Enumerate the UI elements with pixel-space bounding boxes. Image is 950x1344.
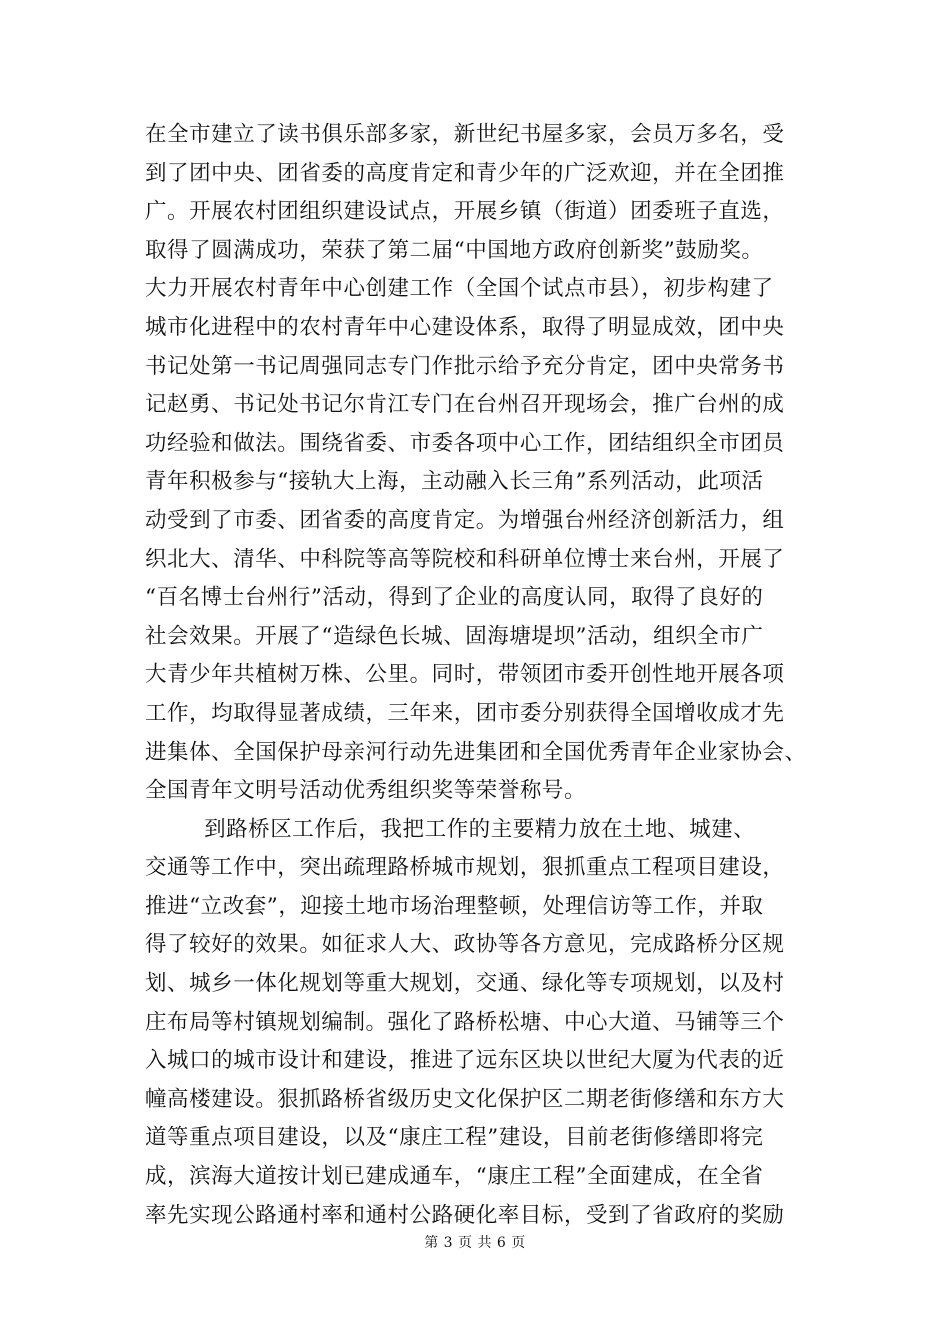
text-line: 入城口的城市设计和建设，推进了远东区块以世纪大厦为代表的近 (145, 1048, 785, 1074)
text-line: 得了较好的效果。如征求人大、政协等各方意见，完成路桥分区规 (145, 932, 785, 958)
text-line: 大青少年共植树万株、公里。同时，带领团市委开创性地开展各项 (145, 662, 785, 688)
page-footer (0, 1232, 950, 1252)
text-line: 功经验和做法。围绕省委、市委各项中心工作，团结组织全市团员 (145, 430, 785, 456)
text-line: 成，滨海大道按计划已建成通车，“康庄工程”全面建成，在全省 (145, 1164, 764, 1190)
text-line: 在全市建立了读书俱乐部多家，新世纪书屋多家，会员万多名，受 (145, 122, 785, 147)
text-line: 到路桥区工作后，我把工作的主要精力放在土地、城建、 (145, 816, 756, 842)
text-line: 交通等工作中，突出疏理路桥城市规划，狠抓重点工程项目建设， (145, 855, 785, 881)
text-line: 率先实现公路通村率和通村公路硬化率目标，受到了省政府的奖励 (145, 1202, 785, 1228)
text-line: 大力开展农村青年中心创建工作（全国个试点市县），初步构建了 (145, 276, 774, 302)
text-line: 推进“立改套”，迎接土地市场治理整顿，处理信访等工作，并取 (145, 893, 764, 919)
text-line: 道等重点项目建设，以及“康庄工程”建设，目前老街修缮即将完 (145, 1125, 764, 1151)
page-number-label: 第 3 页 共 6 页 (424, 1235, 526, 1251)
text-line: 动受到了市委、团省委的高度肯定。为增强台州经济创新活力，组 (145, 507, 785, 533)
text-line: 青年积极参与“接轨大上海，主动融入长三角”系列活动，此项活 (145, 469, 764, 495)
text-line: “百名博士台州行”活动，得到了企业的高度认同，取得了良好的 (145, 585, 764, 611)
text-line: 广。开展农村团组织建设试点，开展乡镇（街道）团委班子直选， (145, 199, 785, 225)
text-line: 进集体、全国保护母亲河行动先进集团和全国优秀青年企业家协会、 (145, 739, 807, 765)
text-line: 城市化进程中的农村青年中心建设体系，取得了明显成效，团中央 (145, 314, 785, 340)
text-line: 庄布局等村镇规划编制。强化了路桥松塘、中心大道、马铺等三个 (145, 1009, 785, 1035)
text-line: 到了团中央、团省委的高度肯定和青少年的广泛欢迎，并在全团推 (145, 160, 785, 186)
text-line: 划、城乡一体化规划等重大规划，交通、绿化等专项规划，以及村 (145, 971, 785, 997)
text-line: 书记处第一书记周强同志专门作批示给予充分肯定，团中央常务书 (145, 353, 785, 379)
text-line: 取得了圆满成功，荣获了第二届“中国地方政府创新奖”鼓励奖。 (145, 237, 764, 263)
text-line: 全国青年文明号活动优秀组织奖等荣誉称号。 (145, 778, 587, 804)
text-line: 工作，均取得显著成绩，三年来，团市委分别获得全国增收成才先 (145, 700, 785, 726)
text-line: 记赵勇、书记处书记尔肯江专门在台州召开现场会，推广台州的成 (145, 392, 785, 418)
text-line: 幢高楼建设。狠抓路桥省级历史文化保护区二期老街修缮和东方大 (145, 1086, 785, 1112)
text-line: 织北大、清华、中科院等高等院校和科研单位博士来台州，开展了 (145, 546, 785, 572)
body-text (145, 116, 815, 1235)
text-line: 社会效果。开展了“造绿色长城、固海塘堤坝”活动，组织全市广 (145, 623, 764, 649)
